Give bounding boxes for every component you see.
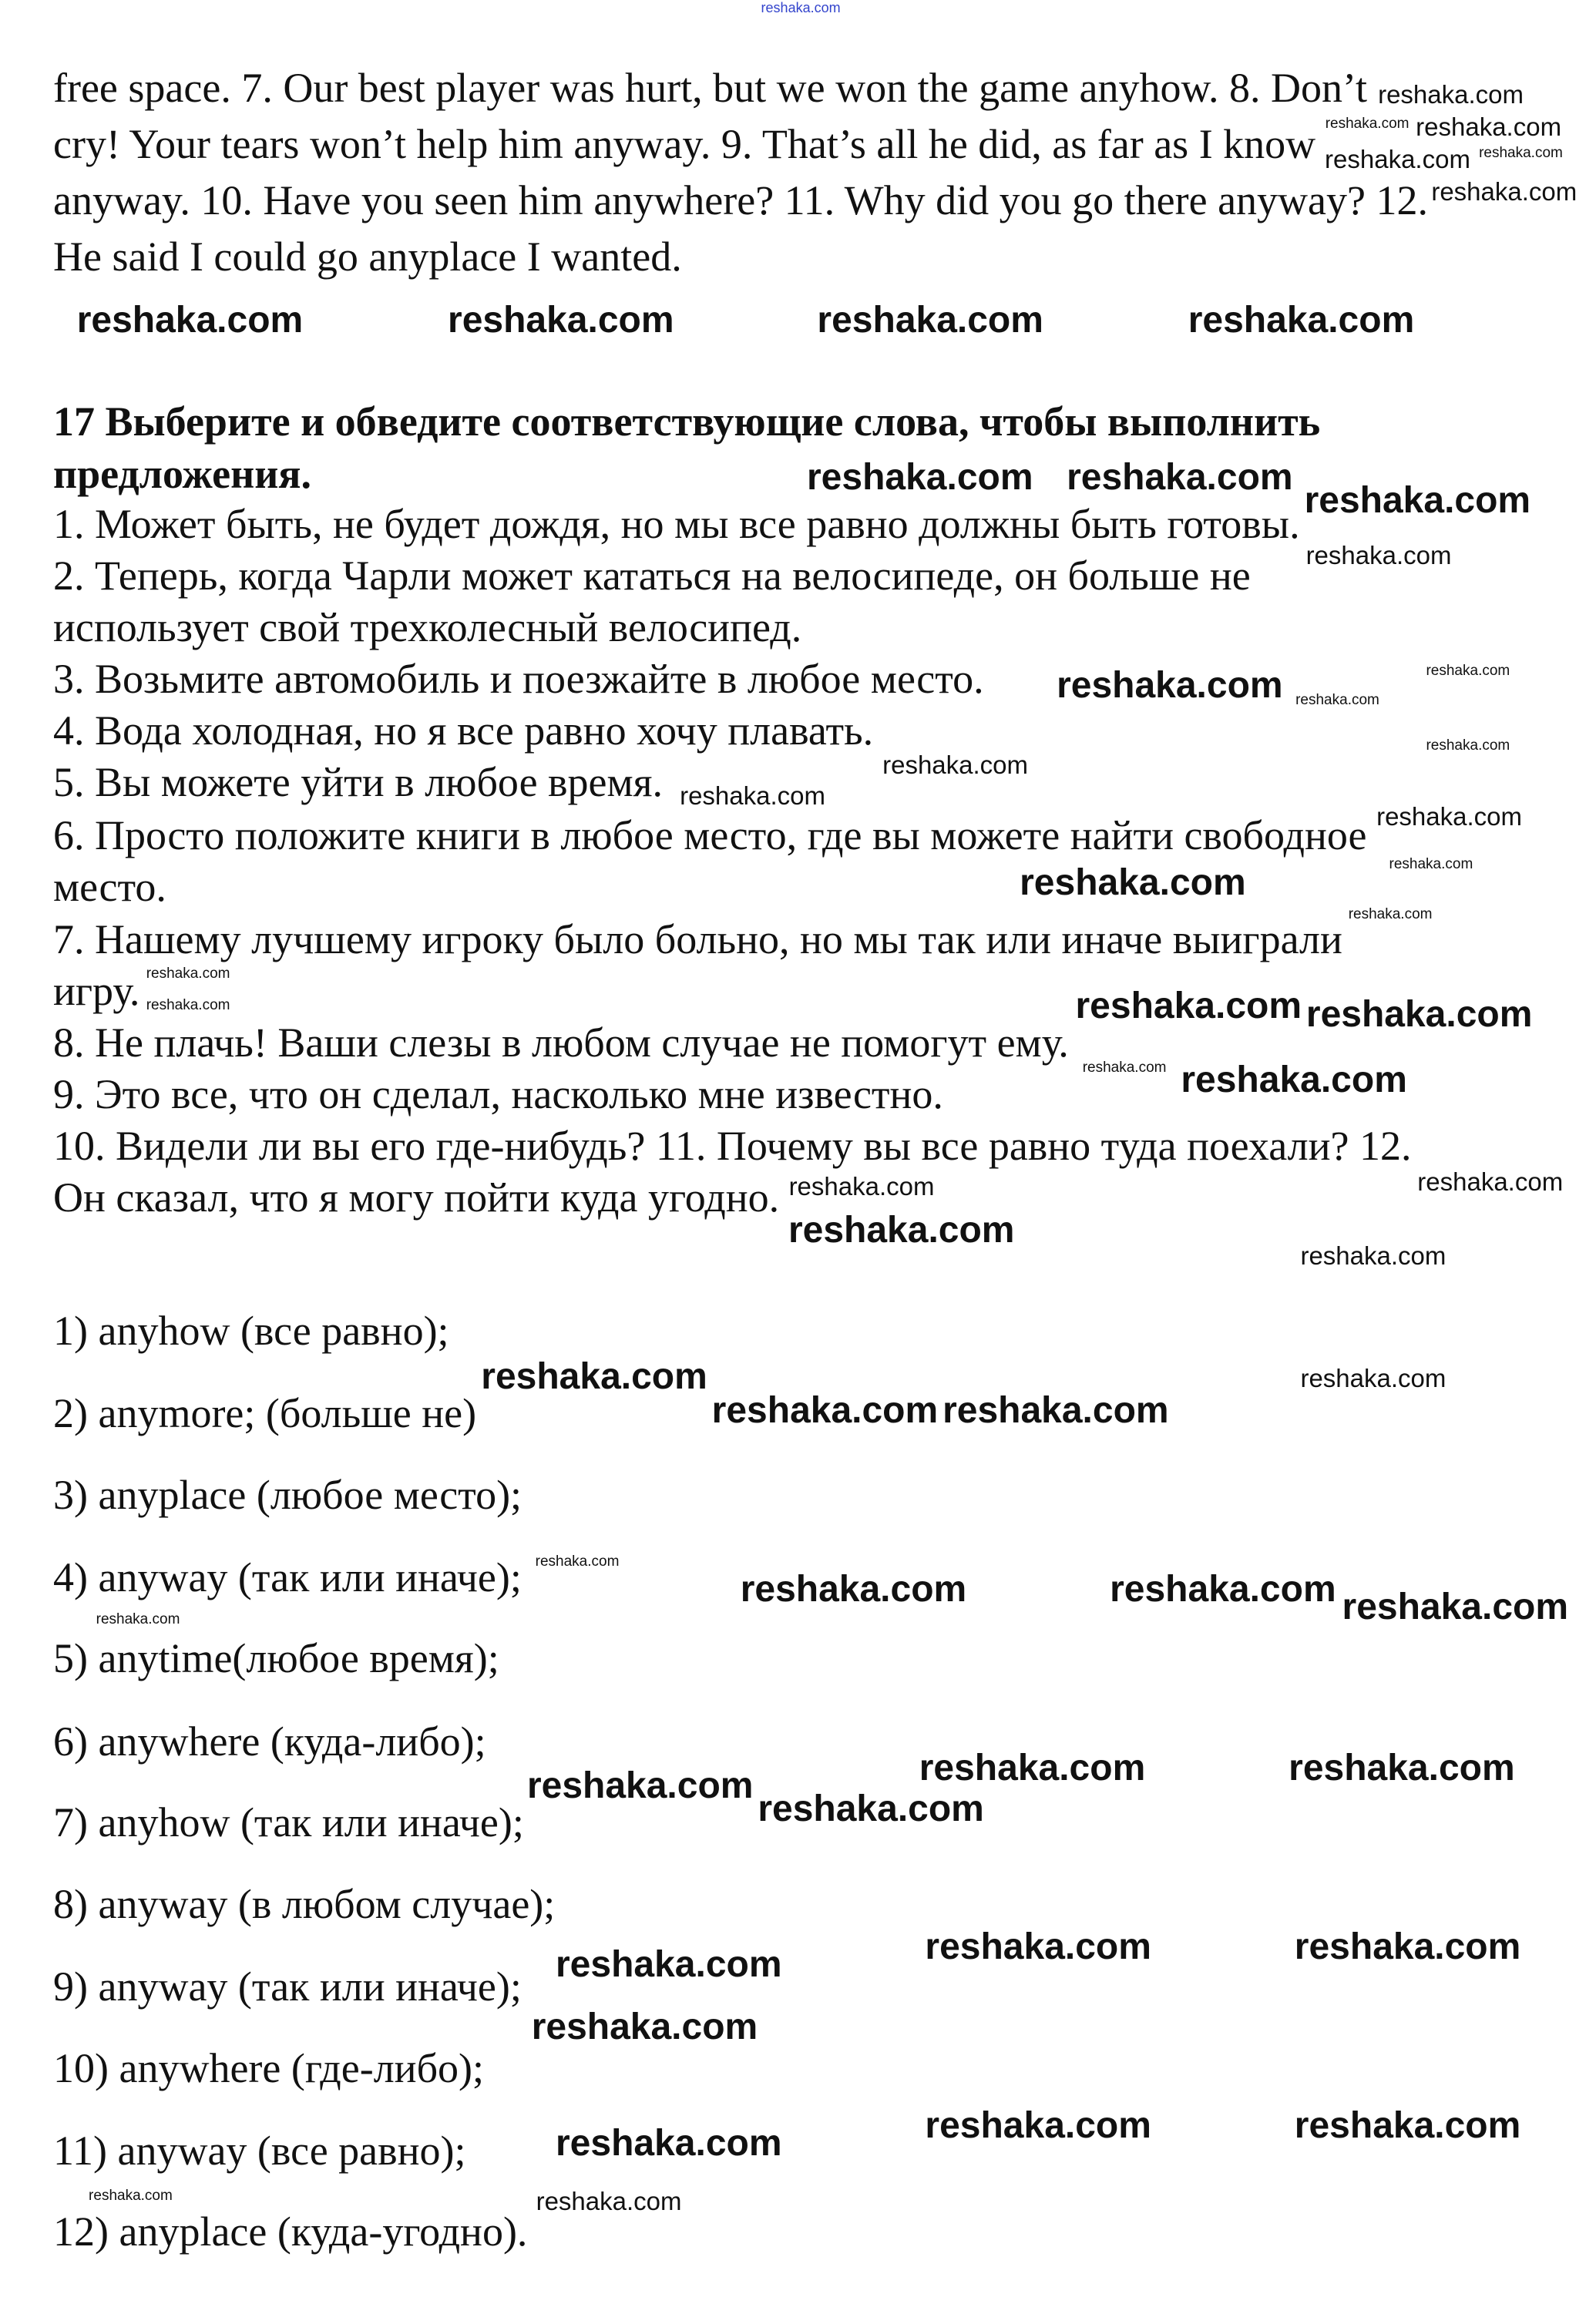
watermark: reshaka.com [526,1765,754,1807]
translation-line: 8. Не плачь! Ваши слезы в любом случае не помогут ему. [53,1019,1069,1066]
english-paragraph-line: He said I could go anyplace I wanted. [53,233,682,280]
watermark: reshaka.com [1389,855,1473,872]
watermark: reshaka.com [788,1210,1015,1251]
answer-line: 2) anymore; (больше не) [53,1390,477,1437]
watermark: reshaka.com [1304,479,1531,521]
watermark: reshaka.com [535,1553,620,1570]
translation-line: 7. Нашему лучшему игроку было больно, но мы так или иначе выиграли [53,915,1342,962]
watermark: reshaka.com [1348,905,1433,922]
watermark: reshaka.com [556,2123,782,2165]
watermark: reshaka.com [1479,145,1563,162]
watermark: reshaka.com [146,965,230,982]
watermark: reshaka.com [1075,985,1302,1026]
watermark: reshaka.com [925,1926,1151,1968]
answer-line: 5) anytime(любое время); [53,1635,499,1682]
watermark: reshaka.com [1305,541,1452,569]
watermark: reshaka.com [536,2187,682,2216]
translation-line: использует свой трехколесный велосипед. [53,603,802,650]
translation-line: 6. Просто положите книги в любое место, где вы можете найти свободное [53,812,1367,859]
watermark: reshaka.com [1342,1587,1569,1628]
watermark: reshaka.com [761,0,841,15]
watermark: reshaka.com [1325,116,1410,133]
english-paragraph-line: cry! Your tears won’t help him anyway. 9. That’s all he did, as far as I know [53,120,1316,167]
watermark: reshaka.com [1378,80,1524,109]
watermark: reshaka.com [1294,1926,1521,1968]
watermark: reshaka.com [1110,1569,1336,1610]
watermark: reshaka.com [882,751,1029,780]
watermark: reshaka.com [146,997,230,1014]
watermark: reshaka.com [1300,1241,1446,1270]
answer-line: 11) anyway (все равно); [53,2128,466,2174]
watermark: reshaka.com [1376,802,1523,831]
answer-line: 9) anyway (так или иначе); [53,1963,522,2010]
watermark: reshaka.com [556,1944,782,1986]
exercise-heading: 17 Выберите и обведите соответствующие слова, чтобы выполнить [53,398,1321,445]
watermark: reshaka.com [1057,664,1283,706]
watermark: reshaka.com [1188,300,1415,341]
watermark: reshaka.com [531,2006,758,2047]
translation-line: игру. [53,967,140,1014]
watermark: reshaka.com [481,1356,707,1398]
translation-line: место. [53,864,166,911]
exercise-heading: предложения. [53,450,312,497]
answer-line: 8) anyway (в любом случае); [53,1880,556,1927]
translation-line: 5. Вы можете уйти в любое время. [53,759,664,806]
answer-line: 7) anyhow (так или иначе); [53,1799,524,1846]
watermark: reshaka.com [1426,662,1510,679]
watermark: reshaka.com [807,456,1033,498]
watermark: reshaka.com [448,300,674,341]
answer-line: 1) anyhow (все равно); [53,1307,449,1354]
watermark: reshaka.com [925,2105,1151,2147]
answer-line: 10) anywhere (где-либо); [53,2044,485,2091]
watermark: reshaka.com [1181,1059,1407,1100]
watermark: reshaka.com [1417,1167,1564,1197]
watermark: reshaka.com [1020,861,1246,903]
english-paragraph-line: anyway. 10. Have you seen him anywhere? 11. Why did you go there anyway? 12. [53,176,1428,223]
watermark: reshaka.com [1305,994,1533,1036]
translation-line: 10. Видели ли вы его где-нибудь? 11. Почему вы все равно туда поехали? 12. [53,1123,1412,1170]
watermark: reshaka.com [788,1172,935,1201]
english-paragraph-line: free space. 7. Our best player was hurt, but we won the game anyhow. 8. Don’t [53,65,1368,112]
watermark: reshaka.com [711,1390,939,1432]
translation-line: 2. Теперь, когда Чарли может кататься на велосипеде, он больше не [53,552,1251,599]
watermark: reshaka.com [1294,2105,1521,2147]
watermark: reshaka.com [817,300,1043,341]
watermark: reshaka.com [1300,1364,1446,1393]
watermark: reshaka.com [1289,1748,1515,1789]
watermark: reshaka.com [1431,176,1578,206]
watermark: reshaka.com [680,781,825,810]
translation-line: 9. Это все, что он сделал, насколько мне известно. [53,1070,943,1117]
watermark: reshaka.com [942,1390,1169,1432]
watermark: reshaka.com [919,1748,1146,1789]
watermark: reshaka.com [758,1788,984,1830]
watermark: reshaka.com [1067,456,1293,498]
translation-line: 1. Может быть, не будет дождя, но мы все равно должны быть готовы. [53,500,1300,547]
answer-line: 3) anyplace (любое место); [53,1471,522,1518]
watermark: reshaka.com [76,300,304,341]
watermark: reshaka.com [1416,112,1562,141]
watermark: reshaka.com [740,1569,967,1610]
watermark: reshaka.com [1325,144,1470,173]
translation-line: 3. Возьмите автомобиль и поезжайте в любое место. [53,656,984,703]
answer-line: 6) anywhere (куда-либо); [53,1718,486,1765]
watermark: reshaka.com [1295,691,1379,708]
watermark: reshaka.com [1082,1060,1167,1076]
watermark: reshaka.com [1426,737,1510,754]
watermark: reshaka.com [96,1610,180,1627]
answer-line: 12) anyplace (куда-угодно). [53,2208,528,2255]
translation-line: Он сказал, что я могу пойти куда угодно. [53,1174,780,1221]
translation-line: 4. Вода холодная, но я все равно хочу плавать. [53,707,874,754]
answer-line: 4) anyway (так или иначе); [53,1553,522,1600]
watermark: reshaka.com [89,2187,173,2204]
